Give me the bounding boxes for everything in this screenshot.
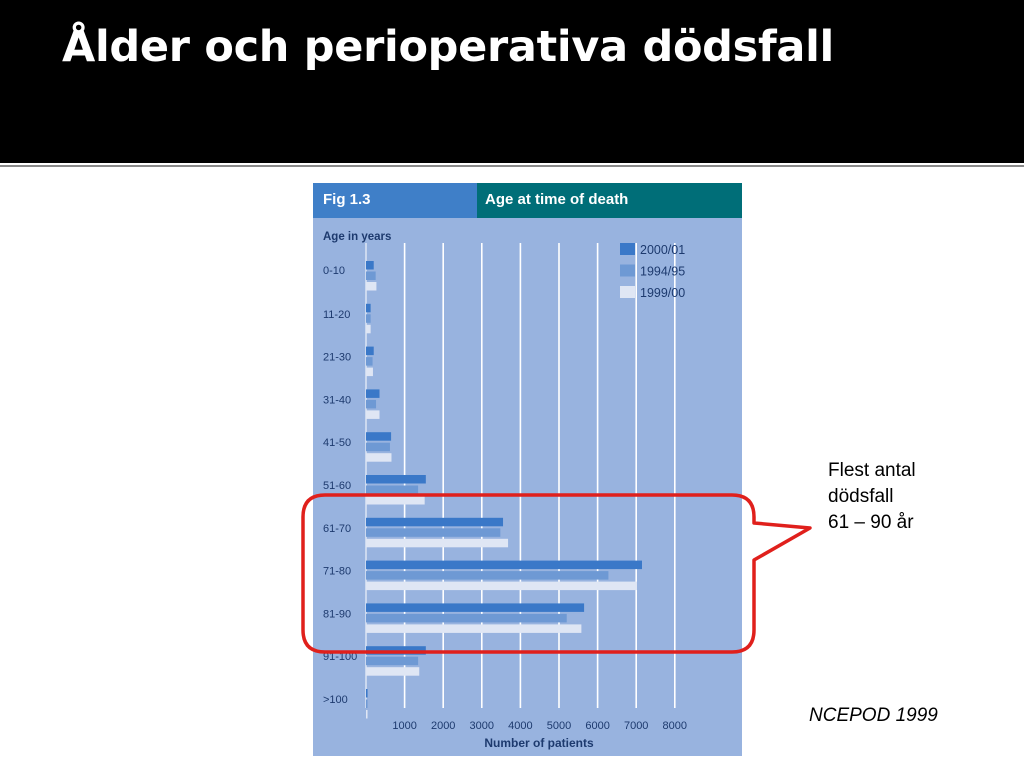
divider-line: [0, 160, 1024, 163]
legend-label: 1994/95: [640, 264, 686, 279]
y-category-label: 21-30: [323, 351, 352, 364]
legend-label: 2000/01: [640, 243, 686, 257]
figure-panel: [313, 183, 742, 756]
bar: [366, 561, 642, 570]
x-tick-label: 6000: [585, 720, 610, 732]
y-category-label: 81-90: [323, 608, 352, 621]
x-tick-label: 5000: [546, 720, 572, 732]
x-tick-label: 1000: [392, 720, 417, 732]
y-category-label: 0-10: [323, 265, 346, 277]
bar: [366, 475, 426, 484]
bar: [366, 667, 419, 676]
y-category-label: 31-40: [323, 394, 352, 407]
source-citation: NCEPOD 1999: [809, 705, 938, 726]
bar: [366, 282, 376, 291]
bar: [366, 528, 500, 537]
y-category-label: 61-70: [323, 522, 352, 535]
callout-text: [828, 458, 916, 536]
y-category-label: 41-50: [323, 437, 352, 450]
y-axis-title: Age in years: [323, 231, 392, 243]
figure-heading-box: [477, 183, 742, 218]
title-bar: [0, 0, 1024, 160]
figure-label-box: [313, 183, 477, 218]
bar: [366, 272, 376, 281]
y-category-label: 71-80: [323, 565, 352, 578]
bar: [366, 518, 503, 527]
bar: [366, 357, 373, 366]
bar: [366, 689, 368, 698]
bar: [366, 496, 425, 505]
callout-line: dödsfall: [828, 486, 894, 507]
figure-heading: Age at time of death: [485, 191, 629, 208]
bar: [366, 646, 426, 655]
y-category-label: 91-100: [323, 651, 358, 664]
age-at-death-chart: [313, 218, 742, 756]
bar: [366, 571, 608, 580]
bar: [366, 582, 637, 591]
figure-label: Fig 1.3: [323, 191, 371, 208]
x-tick-label: 3000: [469, 720, 495, 732]
bar: [366, 700, 368, 709]
y-category-label: 51-60: [323, 480, 352, 492]
x-tick-label: 2000: [430, 720, 456, 732]
bar: [366, 304, 371, 313]
x-tick-label: 4000: [508, 720, 533, 732]
slide-title: Ålder och perioperativa dödsfall: [62, 22, 834, 72]
bar: [366, 603, 584, 612]
bar: [366, 314, 371, 323]
x-axis-title: Number of patients: [484, 736, 594, 750]
bar: [366, 261, 374, 270]
bar: [366, 624, 581, 633]
divider-line-secondary: [0, 165, 1024, 167]
x-tick-label: 7000: [623, 720, 649, 732]
y-category-label: >100: [323, 694, 348, 706]
bar: [366, 443, 390, 452]
bar: [366, 486, 418, 495]
bar: [366, 410, 380, 419]
bar: [366, 453, 391, 462]
bar: [366, 325, 371, 334]
bar: [366, 368, 373, 377]
legend-label: 1999/00: [640, 286, 686, 300]
bar: [366, 710, 368, 719]
bar: [366, 400, 376, 409]
callout-line: 61 – 90 år: [828, 512, 914, 533]
bar: [366, 347, 374, 356]
legend-swatch: [620, 265, 635, 277]
bar: [366, 539, 508, 548]
y-category-label: 11-20: [323, 308, 351, 321]
callout-line: Flest antal: [828, 460, 916, 481]
bar: [366, 432, 391, 441]
bar: [366, 657, 418, 666]
bar: [366, 389, 380, 398]
x-tick-label: 8000: [662, 720, 688, 732]
bar: [366, 614, 567, 623]
legend-swatch: [620, 286, 635, 298]
legend-swatch: [620, 243, 635, 255]
